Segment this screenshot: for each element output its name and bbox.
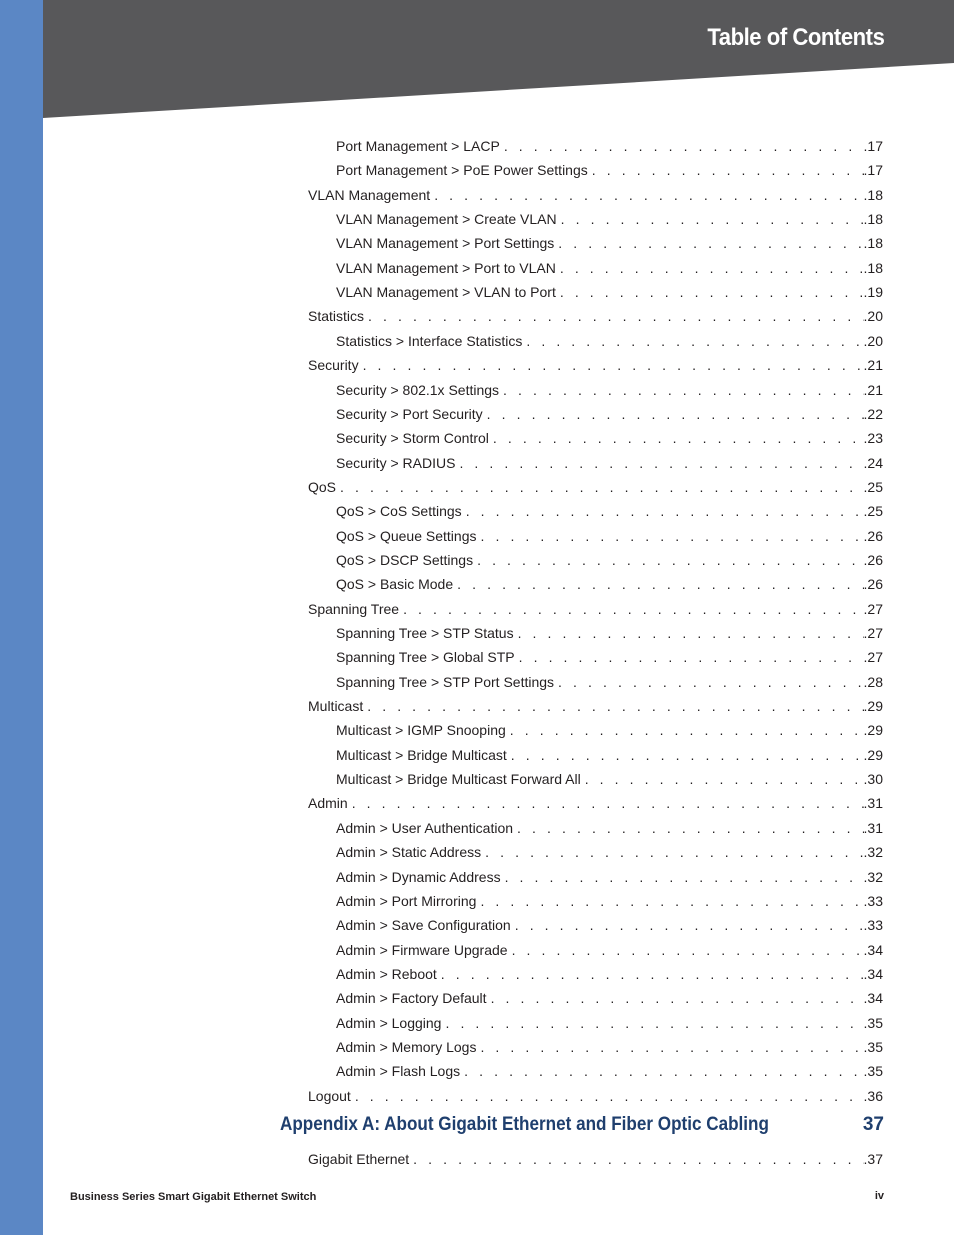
dot-leader (485, 842, 863, 862)
toc-entry-title: VLAN Management > Port to VLAN (336, 259, 556, 276)
dot-leader (526, 331, 863, 351)
header-band (43, 0, 954, 120)
dot-leader (558, 672, 863, 692)
toc-entry[interactable] (308, 306, 883, 326)
dot-leader (457, 574, 863, 594)
toc-entry[interactable] (336, 1061, 883, 1081)
toc-entry-page: .28 (863, 673, 883, 690)
dot-leader (519, 647, 864, 667)
dot-leader (504, 136, 864, 156)
toc-entry[interactable] (336, 258, 883, 278)
appendix-page-number: 37 (862, 1114, 884, 1135)
toc-entry-page: .21 (863, 381, 883, 398)
toc-entry-page: .29 (863, 698, 883, 715)
dot-leader (510, 720, 864, 740)
dot-leader (355, 1086, 864, 1106)
toc-entry[interactable] (336, 867, 883, 887)
toc-entry-title: Admin > User Authentication (336, 819, 514, 836)
dot-leader (367, 696, 863, 716)
toc-entry[interactable] (308, 696, 883, 716)
toc-entry[interactable] (336, 501, 883, 521)
toc-entry-page: .25 (863, 503, 883, 520)
toc-entry[interactable] (336, 842, 883, 862)
toc-entry-page: .34 (863, 990, 883, 1007)
toc-entry[interactable] (336, 526, 883, 546)
toc-entry-title: Multicast > Bridge Multicast (336, 746, 507, 763)
toc-entry-page: .31 (863, 795, 883, 812)
toc-entry-page: .34 (863, 941, 883, 958)
toc-entry-title: Security (308, 357, 359, 374)
dot-leader (445, 1013, 863, 1033)
toc-entry-page: .30 (863, 771, 883, 788)
toc-entry-title: QoS > Queue Settings (336, 527, 477, 544)
dot-leader (503, 380, 863, 400)
dot-leader (491, 988, 864, 1008)
toc-entry-page: .22 (863, 405, 883, 422)
toc-entry-page: .20 (863, 332, 883, 349)
toc-entry[interactable] (336, 136, 883, 156)
page-title: Table of Contents (707, 24, 884, 51)
toc-entry-title: Security > Storm Control (336, 430, 489, 447)
toc-entry[interactable] (336, 964, 883, 984)
toc-entry-page: .18 (863, 211, 883, 228)
toc-entry[interactable] (336, 940, 883, 960)
toc-entry-title: Logout (308, 1087, 351, 1104)
toc-entry[interactable] (336, 988, 883, 1008)
dot-leader (480, 1037, 863, 1057)
toc-entry[interactable] (336, 233, 883, 253)
toc-entry[interactable] (336, 1037, 883, 1057)
toc-entry-title: VLAN Management > VLAN to Port (336, 284, 556, 301)
toc-entry-page: .33 (863, 892, 883, 909)
dot-leader (441, 964, 864, 984)
toc-entry-page: .17 (863, 138, 883, 154)
toc-entry[interactable] (308, 477, 883, 497)
toc-entry[interactable] (336, 647, 883, 667)
dot-leader (340, 477, 864, 497)
toc-entry[interactable] (336, 891, 883, 911)
toc-entry-title: QoS (308, 478, 337, 495)
toc-entry-title: QoS > Basic Mode (336, 576, 454, 593)
toc-entry-page: .23 (863, 430, 883, 447)
dot-leader (585, 769, 864, 789)
appendix-heading[interactable] (280, 1114, 884, 1140)
toc-entry[interactable] (336, 428, 883, 448)
appendix-title: Appendix A: About Gigabit Ethernet and Fiber Optic Cabling (280, 1114, 769, 1135)
toc-entry[interactable] (336, 160, 883, 180)
dot-leader (560, 258, 864, 278)
dot-leader (363, 355, 864, 375)
toc-entry[interactable] (336, 282, 883, 302)
toc-entry-page: .32 (863, 844, 883, 861)
toc-entry-title: Multicast > Bridge Multicast Forward All (336, 771, 581, 788)
toc-entry[interactable] (308, 185, 883, 205)
toc-entry-title: Statistics (308, 308, 365, 325)
toc-entry-title: Spanning Tree (308, 600, 400, 617)
toc-entry[interactable] (336, 1013, 883, 1033)
dot-leader (413, 1149, 863, 1169)
dot-leader (560, 282, 864, 302)
toc-entry-title: Admin > Firmware Upgrade (336, 941, 508, 958)
toc-entry-title: Admin > Logging (336, 1014, 442, 1031)
toc-entry-title: QoS > CoS Settings (336, 503, 462, 520)
toc-entry-page: .27 (863, 625, 883, 641)
dot-leader (434, 185, 863, 205)
toc-entry-page: .26 (863, 527, 883, 544)
toc-entry-title: Spanning Tree > STP Status (336, 625, 514, 641)
dot-leader (459, 453, 863, 473)
toc-entry[interactable] (336, 331, 883, 351)
toc-entry[interactable] (336, 380, 883, 400)
dot-leader (493, 428, 864, 448)
toc-entry-page: .31 (863, 819, 883, 836)
toc-entry[interactable] (336, 818, 883, 838)
toc-entry-title: Port Management > LACP (336, 138, 500, 154)
toc-entry-page: .24 (863, 454, 883, 471)
toc-entry-title: VLAN Management > Create VLAN (336, 211, 557, 228)
toc-entry[interactable] (336, 574, 883, 594)
toc-entry[interactable] (336, 720, 883, 740)
toc-entry-title: Security > 802.1x Settings (336, 381, 500, 398)
toc-entry[interactable] (308, 793, 883, 813)
dot-leader (511, 745, 864, 765)
toc-entry-title: Admin > Memory Logs (336, 1038, 477, 1055)
dot-leader (518, 623, 864, 643)
toc-entry-title: Port Management > PoE Power Settings (336, 162, 588, 179)
toc-entry-title: VLAN Management (308, 186, 431, 203)
toc-entry-page: .33 (863, 917, 883, 934)
toc-entry-title: QoS > DSCP Settings (336, 551, 474, 568)
toc-entry-page: .37 (863, 1151, 883, 1167)
dot-leader (480, 526, 863, 546)
dot-leader (515, 915, 864, 935)
toc-entry-page: .17 (863, 162, 883, 179)
toc-entry-page: .27 (863, 649, 883, 666)
toc-entry[interactable] (308, 599, 883, 619)
toc-entry-page: .20 (863, 308, 883, 325)
toc-entry-page: .21 (863, 357, 883, 374)
dot-leader (487, 404, 864, 424)
dot-leader (558, 233, 863, 253)
toc-entry-title: Multicast (308, 698, 364, 715)
toc-entry-page: .36 (863, 1087, 883, 1104)
dot-leader (592, 160, 864, 180)
toc-entry-title: Statistics > Interface Statistics (336, 332, 523, 349)
dot-leader (403, 599, 863, 619)
toc-entry-title: Admin > Static Address (336, 844, 482, 861)
toc-entry-title: Admin > Port Mirroring (336, 892, 477, 909)
toc-entry-title: Admin > Reboot (336, 965, 437, 982)
toc-entry[interactable] (336, 550, 883, 570)
toc-entry[interactable] (336, 672, 883, 692)
toc-entry-page: .25 (863, 478, 883, 495)
toc-entry[interactable] (336, 404, 883, 424)
toc-entry[interactable] (308, 1149, 883, 1169)
toc-entry-title: Admin (308, 795, 348, 812)
toc-entry[interactable] (336, 745, 883, 765)
toc-entry-title: Security > Port Security (336, 405, 483, 422)
toc-entry-title: Admin > Save Configuration (336, 917, 511, 934)
toc-entry[interactable] (336, 453, 883, 473)
dot-leader (368, 306, 864, 326)
toc-entry-page: .32 (863, 868, 883, 885)
toc-entry-page: .35 (863, 1063, 883, 1080)
footer-product-name: Business Series Smart Gigabit Ethernet Switch (70, 1191, 317, 1203)
toc-entry-title: Gigabit Ethernet (308, 1151, 410, 1167)
toc-entry[interactable] (308, 1086, 883, 1106)
toc-entry-title: Admin > Factory Default (336, 990, 487, 1007)
dot-leader (512, 940, 864, 960)
toc-entry-page: .19 (863, 284, 883, 301)
dot-leader (464, 1061, 863, 1081)
toc-entry-title: Spanning Tree > STP Port Settings (336, 673, 555, 690)
toc-entry-page: .29 (863, 722, 883, 739)
toc-entry-title: Multicast > IGMP Snooping (336, 722, 506, 739)
toc-entry-page: .29 (863, 746, 883, 763)
dot-leader (352, 793, 864, 813)
toc-entry-title: Admin > Dynamic Address (336, 868, 501, 885)
toc-entry[interactable] (336, 623, 883, 643)
toc-entry[interactable] (336, 769, 883, 789)
toc-entry-page: .34 (863, 965, 883, 982)
toc-entry-title: Spanning Tree > Global STP (336, 649, 515, 666)
toc-entry-page: .18 (863, 235, 883, 252)
toc-entry[interactable] (308, 355, 883, 375)
toc-entry-title: Admin > Flash Logs (336, 1063, 461, 1080)
left-color-bar (0, 0, 43, 1235)
dot-leader (480, 891, 863, 911)
toc-entry-page: .18 (863, 259, 883, 276)
toc-entry-page: .26 (863, 576, 883, 593)
toc-entry-page: .18 (863, 186, 883, 203)
toc-entry-page: .35 (863, 1014, 883, 1031)
toc-entry-title: Security > RADIUS (336, 454, 456, 471)
dot-leader (561, 209, 864, 229)
header-band-shape (43, 0, 954, 120)
toc-entry-title: VLAN Management > Port Settings (336, 235, 555, 252)
dot-leader (505, 867, 864, 887)
dot-leader (517, 818, 863, 838)
toc-entry[interactable] (336, 209, 883, 229)
toc-entry[interactable] (336, 915, 883, 935)
toc-entry-page: .26 (863, 551, 883, 568)
dot-leader (477, 550, 863, 570)
dot-leader (466, 501, 864, 521)
footer-page-number: iv (874, 1190, 884, 1202)
toc-entry-page: .35 (863, 1038, 883, 1055)
toc-entry-page: .27 (863, 600, 883, 617)
